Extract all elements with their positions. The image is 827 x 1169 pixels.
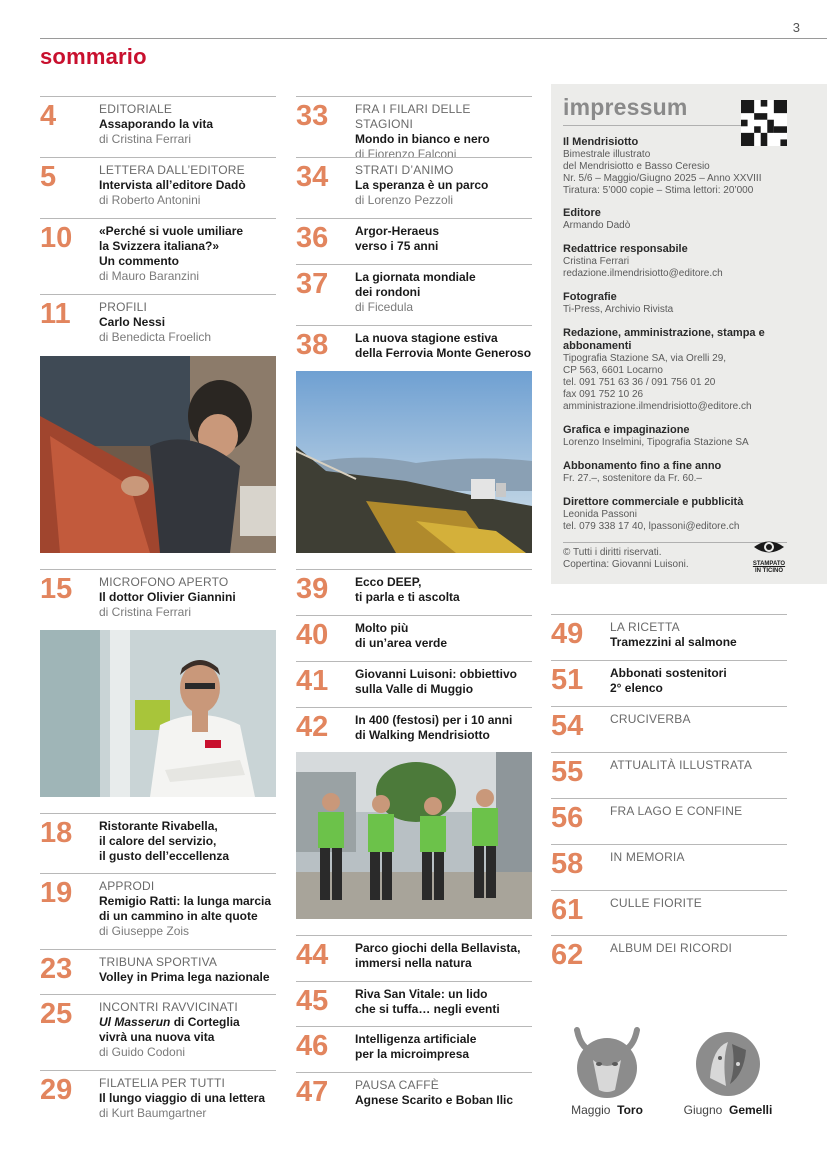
entry-title: di un cammino in alte quote — [99, 909, 258, 923]
eye-icon — [752, 538, 786, 556]
page-ref: 55 — [551, 756, 584, 788]
toc-entry-61[interactable] — [551, 890, 787, 935]
entry-title: per la microimpresa — [355, 1047, 470, 1061]
top-rule — [40, 38, 827, 39]
entry-author: di Cristina Ferrari — [99, 132, 192, 146]
entry-title: Agnese Scarito e Boban Ilic — [355, 1093, 514, 1107]
entry-title: Carlo Nessi — [99, 315, 166, 329]
entry-title: 2° elenco — [610, 681, 663, 695]
page-number: 3 — [792, 20, 800, 35]
page-ref: 62 — [551, 939, 584, 971]
entry-title: ti parla e ti ascolta — [355, 590, 460, 604]
toc-entry-18[interactable] — [40, 813, 276, 873]
entry-title: Mondo in bianco e nero — [355, 132, 490, 146]
photo-doctor — [40, 630, 276, 797]
rights-line: Copertina: Giovanni Luisoni. — [563, 559, 689, 570]
entry-author: di Ficedula — [355, 300, 414, 314]
toc-entry-56[interactable] — [551, 798, 787, 844]
ticino-label: IN TICINO — [755, 568, 783, 574]
page-ref: 56 — [551, 802, 584, 834]
stampato-in-ticino-badge — [749, 538, 789, 575]
entry-category: CRUCIVERBA — [610, 712, 691, 726]
entry-title-italic: Ul Masserun — [99, 1015, 171, 1029]
entry-category: CULLE FIORITE — [610, 896, 702, 910]
entry-category: IN MEMORIA — [610, 850, 685, 864]
zodiac-sign: Toro — [617, 1103, 643, 1117]
entry-title: Volley in Prima lega nazionale — [99, 970, 270, 984]
entry-title: la Svizzera italiana?» — [99, 239, 220, 253]
entry-title: Riva San Vitale: un lido — [355, 987, 488, 1001]
impressum-line: Ti-Press, Archivio Rivista — [563, 304, 674, 315]
zodiac-sign: Gemelli — [729, 1103, 773, 1117]
entry-category: LA RICETTA — [610, 620, 680, 634]
toc-entry-62[interactable] — [551, 935, 787, 981]
page-ref: 33 — [296, 100, 329, 132]
page-ref: 19 — [40, 877, 73, 909]
page-ref: 61 — [551, 894, 584, 926]
page-ref: 38 — [296, 329, 329, 361]
entry-title: immersi nella natura — [355, 956, 472, 970]
page-ref: 37 — [296, 268, 329, 300]
entry-category: MICROFONO APERTO — [99, 575, 229, 589]
entry-title: Ecco DEEP, — [355, 575, 422, 589]
entry-title: La speranza è un parco — [355, 178, 489, 192]
page-ref: 40 — [296, 619, 329, 651]
impressum-heading: Direttore commerciale e pubblicità — [563, 496, 744, 508]
toc-entry-4[interactable] — [40, 96, 276, 156]
entry-title: che si tuffa… negli eventi — [355, 1002, 500, 1016]
impressum-heading: Editore — [563, 207, 601, 219]
impressum-photos — [563, 291, 815, 316]
entry-title-rest: di Corteglia — [170, 1015, 240, 1029]
entry-title: Il dottor Olivier Giannini — [99, 590, 236, 604]
entry-author: di Benedicta Froelich — [99, 330, 212, 344]
entry-title: Assaporando la vita — [99, 117, 214, 131]
impressum-title: impressum — [563, 94, 787, 126]
entry-author: di Lorenzo Pezzoli — [355, 193, 454, 207]
page-ref: 29 — [40, 1074, 73, 1106]
page-ref: 4 — [40, 100, 57, 132]
impressum-line: fax 091 752 10 26 — [563, 389, 644, 400]
rights-line: © Tutti i diritti riservati. — [563, 547, 662, 558]
impressum-line: Armando Dadò — [563, 220, 631, 231]
page-ref: 10 — [40, 222, 73, 254]
entry-title: Il lungo viaggio di una lettera — [99, 1091, 266, 1105]
toc-entry-54[interactable] — [551, 706, 787, 752]
entry-title: Giovanni Luisoni: obbiettivo — [355, 667, 517, 681]
entry-category: LETTERA DALL’EDITORE — [99, 163, 245, 177]
page-ref: 45 — [296, 985, 329, 1017]
entry-author: di Guido Codoni — [99, 1045, 186, 1059]
photo-woodcarver — [40, 356, 276, 553]
entry-title: di Walking Mendrisiotto — [355, 728, 490, 742]
impressum-line: Lorenzo Inselmini, Tipografia Stazione SA — [563, 437, 749, 448]
impressum-subscription — [563, 460, 815, 485]
page-ref: 51 — [551, 664, 584, 696]
entry-title: La nuova stagione estiva — [355, 331, 498, 345]
zodiac-month: Giugno — [683, 1103, 723, 1117]
toc-entry-42[interactable] — [296, 707, 532, 752]
toc-entry-55[interactable] — [551, 752, 787, 798]
entry-category: ATTUALITÀ ILLUSTRATA — [610, 758, 753, 772]
toc-entry-25[interactable] — [40, 994, 276, 1070]
entry-author: di Giuseppe Zois — [99, 924, 190, 938]
entry-title: della Ferrovia Monte Generoso — [355, 346, 532, 360]
impressum-line: tel. 091 751 63 36 / 091 756 01 20 — [563, 377, 716, 388]
impressum-graphics — [563, 424, 815, 449]
entry-title: dei rondoni — [355, 285, 421, 299]
page-ref: 34 — [296, 161, 329, 193]
publication-line: Tiratura: 5’000 copie – Stima lettori: 20’000 — [563, 185, 754, 196]
toc-entry-47[interactable] — [296, 1072, 532, 1132]
entry-title: Remigio Ratti: la lunga marcia — [99, 894, 272, 908]
page-ref: 46 — [296, 1030, 329, 1062]
entry-category: PAUSA CAFFÈ — [355, 1078, 439, 1092]
zodiac-gemini — [676, 1020, 780, 1117]
impressum-editor — [563, 207, 815, 232]
gemini-icon — [692, 1020, 764, 1100]
publication-line: del Mendrisiotto e Basso Ceresio — [563, 161, 710, 172]
impressum-box — [551, 84, 827, 584]
toc-entry-34[interactable] — [296, 157, 532, 217]
entry-category: PROFILI — [99, 300, 148, 314]
impressum-advertising — [563, 496, 815, 533]
toc-entry-49[interactable] — [551, 614, 787, 660]
entry-category: EDITORIALE — [99, 102, 173, 116]
entry-title: Parco giochi della Bellavista, — [355, 941, 521, 955]
impressum-line: tel. 079 338 17 40, lpassoni@editore.ch — [563, 521, 740, 532]
entry-title: Molto più — [355, 621, 409, 635]
toc-entry-10[interactable] — [40, 218, 276, 294]
toc-entry-11[interactable] — [40, 294, 276, 354]
entry-title: In 400 (festosi) per i 10 anni — [355, 713, 513, 727]
entry-author: di Roberto Antonini — [99, 193, 201, 207]
entry-title: di un’area verde — [355, 636, 448, 650]
page-ref: 23 — [40, 953, 73, 985]
entry-title — [99, 1015, 276, 1030]
page-ref: 36 — [296, 222, 329, 254]
entry-title: verso i 75 anni — [355, 239, 439, 253]
photo-monte-generoso — [296, 371, 532, 553]
entry-author: di Kurt Baumgartner — [99, 1106, 207, 1120]
page-ref: 15 — [40, 573, 73, 605]
entry-title: «Perché si vuole umiliare — [99, 224, 244, 238]
zodiac-month: Maggio — [571, 1103, 611, 1117]
impressum-line: Tipografia Stazione SA, via Orelli 29, — [563, 353, 727, 364]
impressum-administration — [563, 327, 815, 413]
page-ref: 58 — [551, 848, 584, 880]
toc-entry-58[interactable] — [551, 844, 787, 890]
page-ref: 41 — [296, 665, 329, 697]
entry-author: di Mauro Baranzini — [99, 269, 200, 283]
entry-category: TRIBUNA SPORTIVA — [99, 955, 218, 969]
page-ref: 49 — [551, 618, 584, 650]
entry-title: Intervista all’editore Dadò — [99, 178, 246, 192]
entry-title: Intelligenza artificiale — [355, 1032, 477, 1046]
entry-category: ALBUM DEI RICORDI — [610, 941, 733, 955]
impressum-line: Cristina Ferrari — [563, 256, 630, 267]
publication-line: Nr. 5/6 – Maggio/Giugno 2025 – Anno XXVIII — [563, 173, 762, 184]
entry-title: il gusto dell’eccellenza — [99, 849, 230, 863]
qr-code-icon — [741, 100, 787, 146]
impressum-email[interactable]: amministrazione.ilmendrisiotto@editore.ch — [563, 401, 752, 412]
impressum-line: Fr. 27.–, sostenitore da Fr. 60.– — [563, 473, 702, 484]
entry-category: STRATI D’ANIMO — [355, 163, 454, 177]
impressum-heading: Abbonamento fino a fine anno — [563, 460, 722, 472]
toc-entry-19[interactable] — [40, 873, 276, 949]
entry-title: Ristorante Rivabella, — [99, 819, 218, 833]
toc-entry-23[interactable] — [40, 949, 276, 994]
photo-walking-mendrisiotto — [296, 752, 532, 919]
entry-title: La giornata mondiale — [355, 270, 476, 284]
toc-entry-38[interactable] — [296, 325, 532, 370]
impressum-heading: Redazione, amministrazione, stampa e abbonamenti — [563, 327, 765, 352]
entry-category: FRA LAGO E CONFINE — [610, 804, 743, 818]
toc-entry-15[interactable] — [40, 569, 276, 629]
entry-title: il calore del servizio, — [99, 834, 217, 848]
entry-category: FRA I FILARI DELLE STAGIONI — [355, 102, 471, 131]
entry-category: FILATELIA PER TUTTI — [99, 1076, 226, 1090]
page-ref: 5 — [40, 161, 57, 193]
page-ref: 42 — [296, 711, 329, 743]
toc-entry-51[interactable] — [551, 660, 787, 706]
page-ref: 18 — [40, 817, 73, 849]
taurus-icon — [571, 1020, 643, 1100]
publication-line: Bimestrale illustrato — [563, 149, 651, 160]
impressum-heading: Grafica e impaginazione — [563, 424, 690, 436]
entry-author: di Cristina Ferrari — [99, 605, 192, 619]
impressum-managing-editor — [563, 243, 815, 280]
toc-entry-37[interactable] — [296, 264, 532, 324]
page-ref: 25 — [40, 998, 73, 1030]
impressum-line: CP 563, 6601 Locarno — [563, 365, 663, 376]
impressum-heading: Redattrice responsabile — [563, 243, 688, 255]
page-ref: 11 — [40, 298, 71, 330]
entry-title: Tramezzini al salmone — [610, 635, 737, 649]
impressum-line: Leonida Passoni — [563, 509, 637, 520]
section-title: sommario — [40, 44, 147, 69]
entry-author: di Fiorenzo Falconi — [355, 147, 457, 161]
stampato-label: STAMPATO — [752, 561, 786, 567]
entry-title: sulla Valle di Muggio — [355, 682, 474, 696]
entry-title: Abbonati sostenitori — [610, 666, 727, 680]
entry-category: INCONTRI RAVVICINATI — [99, 1000, 238, 1014]
impressum-heading: Fotografie — [563, 291, 617, 303]
page-ref: 39 — [296, 573, 329, 605]
page-ref: 47 — [296, 1076, 329, 1108]
toc-entry-5[interactable] — [40, 157, 276, 217]
zodiac-taurus — [565, 1020, 649, 1117]
toc-entry-29[interactable] — [40, 1070, 276, 1130]
impressum-email[interactable]: redazione.ilmendrisiotto@editore.ch — [563, 268, 723, 279]
toc-entry-36[interactable] — [296, 218, 532, 264]
entry-category: APPRODI — [99, 879, 155, 893]
page-ref: 44 — [296, 939, 329, 971]
entry-title: Argor-Heraeus — [355, 224, 440, 238]
entry-title: Un commento — [99, 254, 180, 268]
toc-entry-33[interactable] — [296, 96, 532, 161]
page-ref: 54 — [551, 710, 584, 742]
entry-title: vivrà una nuova vita — [99, 1030, 215, 1044]
publication-name: Il Mendrisiotto — [563, 136, 639, 148]
